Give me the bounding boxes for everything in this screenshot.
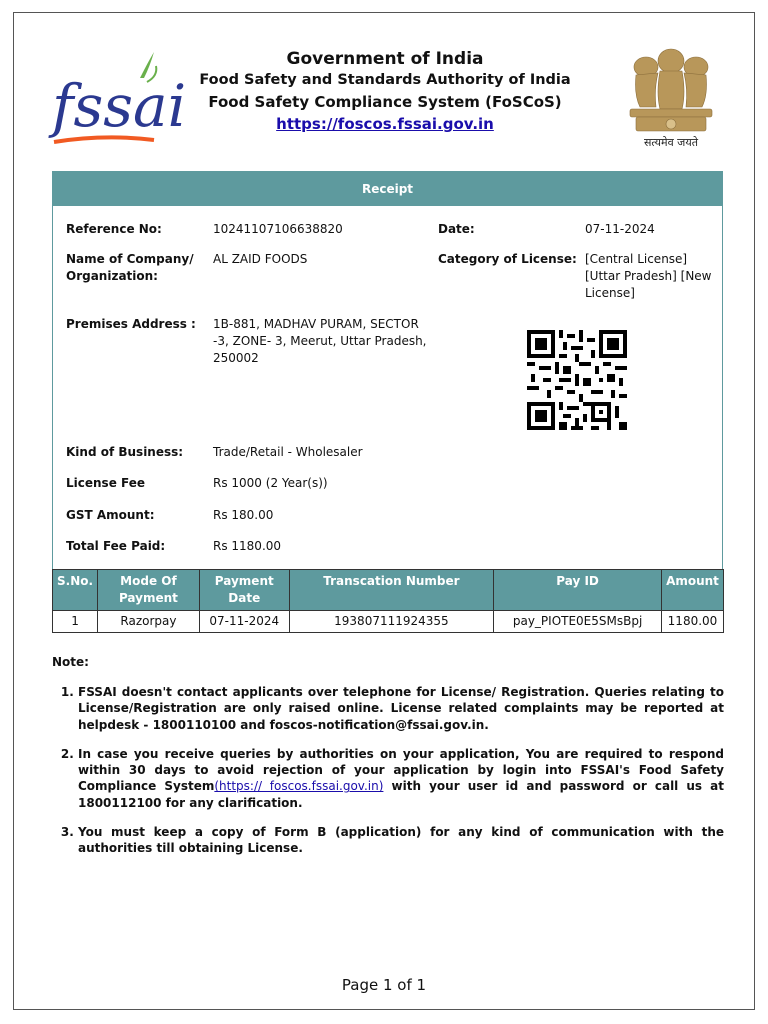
- col-sno: S.No.: [53, 570, 98, 611]
- note-item-2: 2. In case you receive queries by authorities on your application, You are required to respond within 30 days to avoid rejection of your application by login into FSSAI's Food Safety Compliance System(https:// foscos.fssai.gov.in) with your user id and password or call us at 1800112100 for any clarification.: [78, 746, 724, 811]
- cell-date: 07-11-2024: [199, 611, 289, 633]
- category-line2: [Uttar Pradesh] [New: [585, 269, 712, 283]
- table-header-row: [53, 570, 724, 611]
- fssai-logo-text: fssai: [52, 72, 187, 140]
- cell-payid: pay_PIOTE0E5SMsBpj: [494, 611, 662, 633]
- company-label-line1: Name of Company/: [66, 252, 194, 266]
- cell-transaction: 193807111924355: [289, 611, 493, 633]
- note-item-3: 3. You must keep a copy of Form B (application) for any kind of communication with the authorities till obtaining License.: [78, 824, 724, 857]
- col-payid: Pay ID: [494, 570, 662, 611]
- license-fee-value: Rs 1000 (2 Year(s)): [213, 476, 328, 490]
- emblem-caption: सत्यमेव जयते: [643, 136, 699, 149]
- header-link[interactable]: https://foscos.fssai.gov.in: [276, 115, 494, 133]
- header-system: Food Safety Compliance System (FoSCoS): [208, 93, 562, 111]
- premises-label: Premises Address :: [66, 317, 196, 331]
- reference-label: Reference No:: [66, 222, 162, 236]
- header-government: Government of India: [286, 49, 484, 69]
- category-line3: License]: [585, 286, 635, 300]
- gst-value: Rs 180.00: [213, 508, 274, 522]
- payment-table: [52, 569, 724, 633]
- qr-code: [525, 330, 629, 430]
- total-fee-value: Rs 1180.00: [213, 539, 282, 553]
- receipt-title: Receipt: [53, 172, 722, 206]
- category-line1: [Central License]: [585, 252, 688, 266]
- header-block: [170, 48, 600, 135]
- premises-line2: -3, ZONE- 3, Meerut, Uttar Pradesh,: [213, 334, 427, 348]
- gst-label: GST Amount:: [66, 508, 155, 522]
- note-item-1: 1. FSSAI doesn't contact applicants over telephone for License/ Registration. Queries relating to License/Registration are only raised online. License related complaints may be reported at helpdesk - 1800110100 and foscos-notification@fssai.gov.in.: [78, 684, 724, 733]
- company-label-line2: Organization:: [66, 269, 158, 283]
- col-transaction: Transcation Number: [289, 570, 493, 611]
- company-value: AL ZAID FOODS: [213, 252, 308, 266]
- reference-value: 10241107106638820: [213, 222, 343, 236]
- business-value: Trade/Retail - Wholesaler: [213, 445, 363, 459]
- business-label: Kind of Business:: [66, 445, 184, 459]
- total-fee-label: Total Fee Paid:: [66, 539, 166, 553]
- national-emblem: [616, 45, 726, 153]
- premises-line3: 250002: [213, 351, 259, 365]
- notes-list: [52, 684, 724, 870]
- receipt-panel: [52, 171, 723, 570]
- category-label: Category of License:: [438, 252, 577, 266]
- cell-mode: Razorpay: [98, 611, 200, 633]
- cell-amount: 1180.00: [661, 611, 723, 633]
- table-row: [53, 611, 724, 633]
- page-number: Page 1 of 1: [341, 976, 427, 994]
- date-label: Date:: [438, 222, 475, 236]
- foscos-link[interactable]: (https:// foscos.fssai.gov.in): [214, 779, 384, 794]
- header-authority: Food Safety and Standards Authority of India: [199, 72, 571, 88]
- premises-line1: 1B-881, MADHAV PURAM, SECTOR: [213, 317, 419, 331]
- fssai-logo: [50, 48, 187, 148]
- cell-sno: 1: [53, 611, 98, 633]
- col-payment-date: Payment Date: [199, 570, 289, 611]
- license-fee-label: License Fee: [66, 476, 146, 490]
- note-title: Note:: [52, 655, 89, 669]
- date-value: 07-11-2024: [585, 222, 655, 236]
- col-amount: Amount: [661, 570, 723, 611]
- col-mode: Mode Of Payment: [98, 570, 200, 611]
